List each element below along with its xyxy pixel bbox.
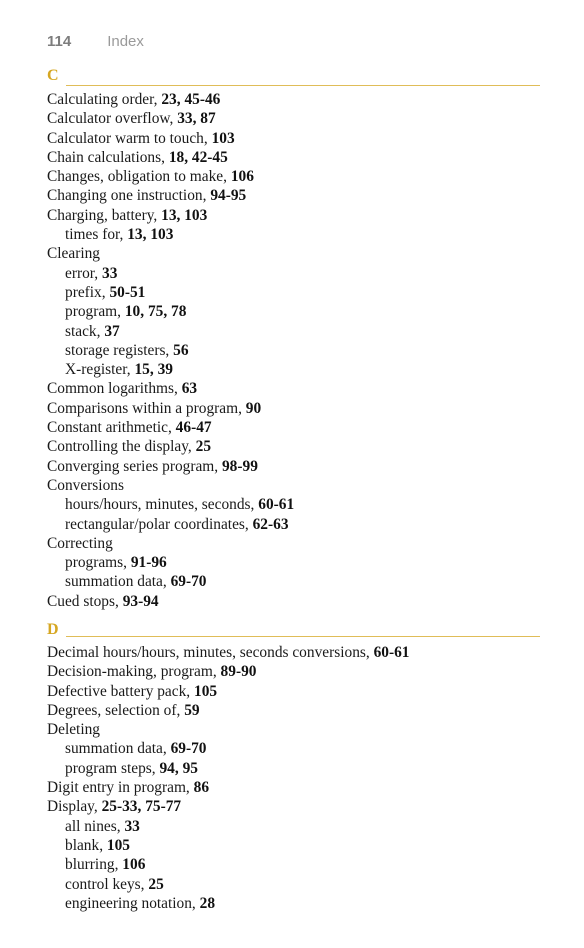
entry-term: Converging series program, xyxy=(47,457,219,475)
index-entry xyxy=(47,662,410,681)
entry-term: error, xyxy=(65,264,99,282)
entry-page-refs: 13, 103 xyxy=(127,226,174,244)
entry-page-refs: 33 xyxy=(124,817,140,835)
entry-term: blank, xyxy=(65,836,104,854)
entry-page-refs: 37 xyxy=(104,322,120,340)
index-entry xyxy=(47,643,410,662)
index-entry xyxy=(47,109,294,128)
index-entry xyxy=(47,167,294,186)
index-entry xyxy=(47,206,294,225)
index-subentry xyxy=(47,283,294,302)
entry-page-refs: 89-90 xyxy=(220,663,257,681)
index-subentry xyxy=(47,322,294,341)
entry-term: programs, xyxy=(65,554,127,572)
entry-term: storage registers, xyxy=(65,341,170,359)
entry-term: Calculator overflow, xyxy=(47,110,174,128)
index-entry xyxy=(47,148,294,167)
entry-page-refs: 94-95 xyxy=(210,187,247,205)
entry-term: Calculating order, xyxy=(47,91,158,108)
entry-page-refs: 25-33, 75-77 xyxy=(101,798,182,816)
entry-term: blurring, xyxy=(65,856,119,874)
index-entry xyxy=(47,476,294,495)
entry-page-refs: 15, 39 xyxy=(134,361,173,379)
entry-term: Deleting xyxy=(47,721,100,739)
entry-page-refs: 93-94 xyxy=(122,592,159,610)
entry-page-refs: 106 xyxy=(230,168,254,186)
entry-page-refs: 69-70 xyxy=(170,740,207,758)
entry-page-refs: 46-47 xyxy=(175,419,212,437)
entry-term: control keys, xyxy=(65,875,145,893)
entry-term: engineering notation, xyxy=(65,894,196,912)
index-entry xyxy=(47,437,294,456)
entry-page-refs: 28 xyxy=(199,894,216,912)
entry-page-refs: 23, 45-46 xyxy=(161,91,221,108)
entry-term: Cued stops, xyxy=(47,592,119,610)
index-subentry xyxy=(47,759,410,778)
entry-term: Degrees, selection of, xyxy=(47,701,181,719)
entry-term: Changing one instruction, xyxy=(47,187,207,205)
entry-page-refs: 105 xyxy=(194,682,218,700)
running-header xyxy=(47,33,144,53)
entry-term: Decision-making, program, xyxy=(47,663,217,681)
entry-term: prefix, xyxy=(65,283,106,301)
entry-term: Display, xyxy=(47,798,98,816)
entry-term: Chain calculations, xyxy=(47,148,165,166)
index-subentry xyxy=(47,341,294,360)
entry-term: Comparisons within a program, xyxy=(47,399,242,417)
index-subentry xyxy=(47,515,294,534)
entry-term: Decimal hours/hours, minutes, seconds conversions, xyxy=(47,644,370,661)
index-entry xyxy=(47,186,294,205)
entry-page-refs: 63 xyxy=(181,380,198,398)
index-entry xyxy=(47,592,294,611)
entry-term: Calculator warm to touch, xyxy=(47,129,208,147)
index-subentry xyxy=(47,855,410,874)
entry-term: hours/hours, minutes, seconds, xyxy=(65,496,255,514)
entry-term: all nines, xyxy=(65,817,121,835)
entry-page-refs: 33 xyxy=(102,264,118,282)
entry-page-refs: 98-99 xyxy=(221,457,258,475)
index-subentry xyxy=(47,553,294,572)
index-entry xyxy=(47,534,294,553)
index-subentry xyxy=(47,894,410,913)
index-entry xyxy=(47,457,294,476)
entry-page-refs: 59 xyxy=(184,701,200,719)
page-title: Index xyxy=(107,33,144,50)
entry-page-refs: 10, 75, 78 xyxy=(124,303,187,321)
entry-page-refs: 60-61 xyxy=(258,496,295,514)
index-entry xyxy=(47,244,294,263)
entry-term: Defective battery pack, xyxy=(47,682,191,700)
index-entry xyxy=(47,399,294,418)
index-subentry xyxy=(47,225,294,244)
entry-term: program, xyxy=(65,303,121,321)
entry-term: X-register, xyxy=(65,361,131,379)
entry-term: rectangular/polar coordinates, xyxy=(65,515,249,533)
index-entry xyxy=(47,701,410,720)
entry-term: Correcting xyxy=(47,534,113,552)
entry-page-refs: 94, 95 xyxy=(159,759,198,777)
section-rule-d xyxy=(66,636,540,637)
entry-page-refs: 33, 87 xyxy=(177,110,216,128)
index-subentry xyxy=(47,875,410,894)
entry-term: summation data, xyxy=(65,740,167,758)
entry-term: Conversions xyxy=(47,476,124,494)
section-letter-c: C xyxy=(47,67,59,84)
index-subentry xyxy=(47,572,294,591)
index-entry xyxy=(47,778,410,797)
index-subentry xyxy=(47,495,294,514)
entry-term: Changes, obligation to make, xyxy=(47,168,227,186)
index-entry xyxy=(47,90,294,109)
entry-page-refs: 69-70 xyxy=(170,573,207,591)
entry-page-refs: 50-51 xyxy=(109,283,146,301)
entry-page-refs: 103 xyxy=(211,129,235,147)
entry-page-refs: 86 xyxy=(193,779,210,797)
section-rule-c xyxy=(66,85,540,86)
entry-term: Common logarithms, xyxy=(47,380,178,398)
entry-term: summation data, xyxy=(65,573,167,591)
entry-page-refs: 91-96 xyxy=(130,554,167,572)
index-subentry xyxy=(47,739,410,758)
index-entry xyxy=(47,418,294,437)
index-subentry xyxy=(47,360,294,379)
entry-page-refs: 60-61 xyxy=(373,644,410,661)
entry-page-refs: 62-63 xyxy=(252,515,289,533)
entry-page-refs: 105 xyxy=(106,836,130,854)
entry-page-refs: 13, 103 xyxy=(161,206,208,224)
index-entry xyxy=(47,129,294,148)
entry-term: program steps, xyxy=(65,759,156,777)
entry-page-refs: 18, 42-45 xyxy=(168,148,228,166)
entry-page-refs: 56 xyxy=(173,341,189,359)
page-number: 114 xyxy=(47,33,72,50)
entry-term: Digit entry in program, xyxy=(47,779,190,797)
index-subentry xyxy=(47,264,294,283)
index-entry xyxy=(47,720,410,739)
entry-term: Charging, battery, xyxy=(47,206,158,224)
entry-page-refs: 25 xyxy=(195,438,212,456)
index-subentry xyxy=(47,817,410,836)
entry-term: stack, xyxy=(65,322,101,340)
section-letter-d: D xyxy=(47,621,59,638)
index-entry xyxy=(47,797,410,816)
index-section-d xyxy=(47,643,410,913)
entry-page-refs: 25 xyxy=(148,875,164,893)
entry-term: times for, xyxy=(65,226,124,244)
index-entry xyxy=(47,682,410,701)
entry-page-refs: 90 xyxy=(245,399,262,417)
index-entry xyxy=(47,379,294,398)
index-subentry xyxy=(47,836,410,855)
entry-page-refs: 106 xyxy=(122,856,146,874)
entry-term: Clearing xyxy=(47,245,100,263)
entry-term: Constant arithmetic, xyxy=(47,419,172,437)
index-section-c xyxy=(47,90,294,611)
entry-term: Controlling the display, xyxy=(47,438,192,456)
index-subentry xyxy=(47,302,294,321)
